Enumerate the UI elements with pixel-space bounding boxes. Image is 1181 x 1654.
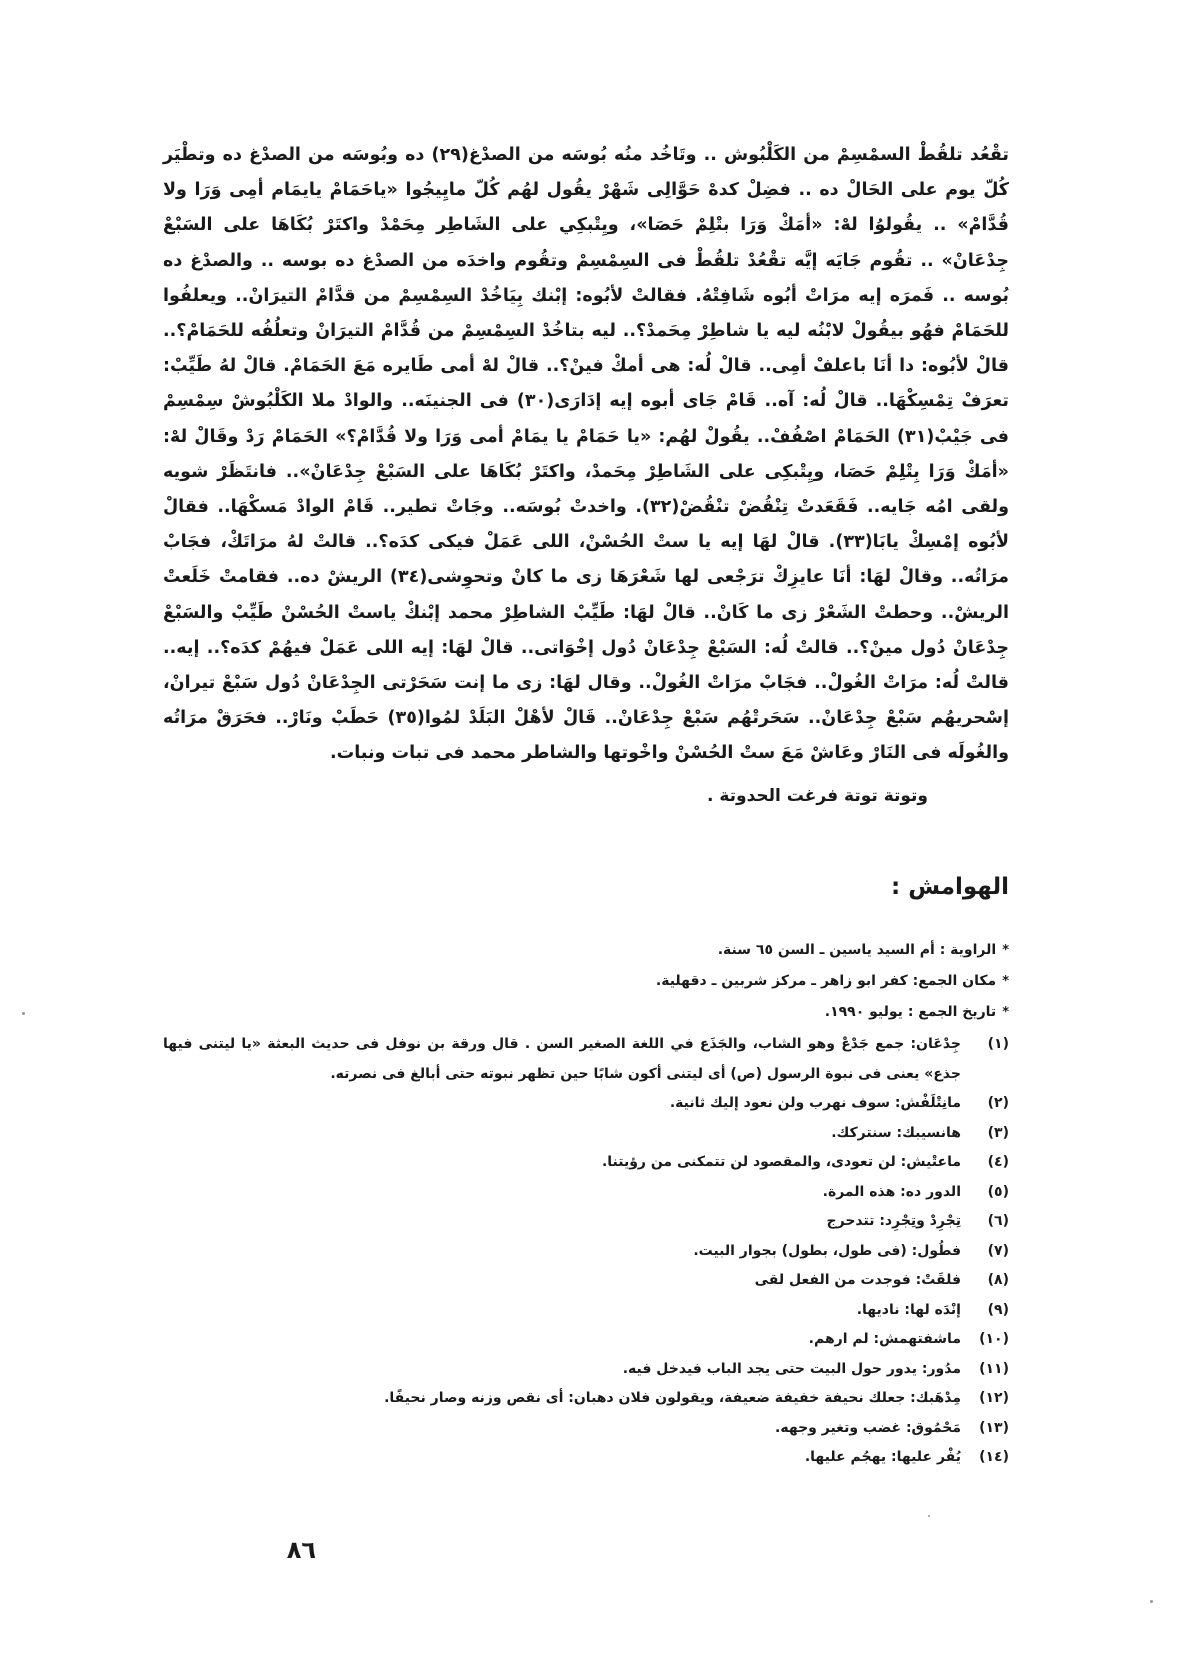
footnote-text: هانسيبك: سنتركك. xyxy=(831,1124,961,1141)
footnotes-heading: الهوامش : xyxy=(891,874,1009,900)
collection-info xyxy=(209,935,1009,1028)
footnote-number: (٣) xyxy=(987,1124,1009,1141)
page-number: ٨٦ xyxy=(286,1536,316,1564)
footnote-item xyxy=(163,1355,1009,1385)
footnote-text: مَحْمُوق: غضب وتغير وجهه. xyxy=(775,1419,961,1436)
footnote-number: (١٢) xyxy=(979,1390,1009,1406)
meta-line-text: الراوية : أم السيد ياسين ـ السن ٦٥ سنة. xyxy=(717,942,997,958)
footnote-number: (١٠) xyxy=(979,1331,1009,1347)
story-paragraph: تقْعُد تلقُطْ السمْسِمْ من الكَلْبُوش .. وتَاخُد منُه بُوسَه من الصدْغ(٢٩) ده وبُوسَه من الصدْغ ده وتطْيَر كُلّ يوم على الحَالْ ده .. فضِلْ كدهْ حَوَّالِى شَهْرْ يقُول لهُم كُلّ مايِيجُوا «ياحَمَامْ يايمَام أمِى وَرَا ولا قُدَّامْ» .. يقُولوُا لهْ: «أمَكْ وَرَا بتْلِمْ حَصَا»، ويِتْبكِي على الشَاطِر مِحَمْدْ واكتَرْ بُكَاهَا على السَبْعْ جِدْعَانْ» .. تقُوم جَايَه إيَّه تقْعُدْ تلقُطْ فى السِمْسِمْ وتقُوم واخدَه من الصدْغ ده بوسه .. والصدْغ ده بُوسه .. فَمرَه إيه مرَاتْ أبُوه شَافِتْهُ. فقالتْ لأبُوه: إبْنك بِيَاخُدْ السِمْسِمْ من قدَّامْ التيرَانْ.. ويعلفُوا للحَمَامْ فهُو بيقُولْ لابْنُه ليه يا شاطِرْ مِحَمدْ؟.. ليه بتاخُدْ السِمْسِمْ من قُدَّامْ التيرَانْ وتعلُفُه للحَمَامْ؟.. قالْ لأبُوه: دا أنَا باعلفْ أمِى.. قالْ لُه: هى أمكْ فينْ؟.. قالْ لهْ أمى طَايره مَعَ الحَمَامْ. قالْ لهُ طَيِّبْ: تعرَفْ تِمْسِكْهَا.. قالْ لُه: آه.. قَامْ جَاى أبوه إيه إدَارَى(٣٠) فى الجنينَه.. والوادْ ملا الكَلْبُوشْ سِمْسِمْ فى جَيْبْ(٣١) الحَمَامْ اصْفُفْ.. يقُولْ لهُم: «يا حَمَامْ يا يمَامْ أمى وَرَا ولا قُدَّامْ؟» الحَمَامْ رَدْ وقَالْ لهْ: «أمَكْ وَرَا بِتْلِمْ حَصَا، ويِتْبكِى على الشَاطِرْ مِحَمدْ، واكتَرْ بُكَاهَا على السَبْعْ جِدْعَانْ».. فانتَظَرْ شويه ولقى امُه جَايه.. فَقَعَدتْ تِنْقُضْ تنْقُضْ(٣٢). واخدتْ بُوسَه.. وجَاتْ تطير.. قَامْ الوادْ مَسكْهَا.. فقالْ لأبُوه إمْسِكْ يابَا(٣٣). قالْ لهَا إيه يا ستْ الحُسْنْ، اللى عَمَلْ فيكى كدَه؟.. قالتْ لهُ مرَاتَكْ، فجَابْ مرَاتُه.. وقالْ لهَا: أنَا عايزِكْ ترَجْعى لها شَعْرَهَا زى ما كانْ وتحوِشى(٣٤) الريشْ ده.. فقامتْ خَلَعتْ الريشْ.. وحطتْ الشَعْرْ زى ما كَانْ.. قالْ لهَا: طَيِّبْ الشاطِرْ محمد إبْنكْ ياستْ الحُسْنْ طَيِّبْ والسَبْعْ جِدْعَانْ دُول مينْ؟.. قالتْ لُه: السَبْعْ جِدْعَانْ دُول إخْوَاتى.. قالْ لهَا: إيه اللى عَمَلْ فيهُمْ كدَه؟.. إيه.. قالتْ لُه: مرَاتْ الغُولْ.. فجَابْ مرَاتْ الغُولْ.. وقال لهَا: زى ما إنت سَحَرْتى الجِدْعَانْ دُول سَبْعْ تيرانْ، إسْحريهُم سَبْعْ جِدْعَانْ.. سَحَرتْهُم سَبْعْ جِدْعَانْ.. قَالْ لأهْلْ البَلَدْ لمُوا(٣٥) حَطَبْ ونَارْ.. فحَرَقْ مرَاتُه والغُولَه فى النَارْ وعَاشْ مَعَ ستْ الحُسْنْ واخْوتها والشاطر محمد فى تبات ونبات. xyxy=(163,145,1010,764)
asterisk-icon: * xyxy=(1002,1005,1009,1020)
meta-line-date xyxy=(209,997,1009,1028)
footnote-number: (١) xyxy=(987,1036,1009,1052)
footnote-item xyxy=(163,1207,1009,1237)
footnote-text: جِدْعَان: جمع جَدْعْ وهو الشاب، والجَذَع في اللغة الصغير السن . قال ورقة بن نوفل فى حديث البعثة «يا ليتنى فيها جذع» يعنى فى نبوة الرسول (ص) أى ليتنى أكون شابًا حين تظهر نبوته حتى أبالغ فى نصرته. xyxy=(163,1036,961,1082)
footnote-item xyxy=(163,1030,1009,1089)
asterisk-icon: * xyxy=(1002,943,1009,958)
scan-speck xyxy=(928,1515,930,1517)
footnote-number: (٩) xyxy=(987,1301,1009,1318)
footnote-text: ماعتْيش: لن تعودى، والمقصود لن تتمكنى من رؤيتنا. xyxy=(601,1154,961,1170)
footnote-text: الدور ده: هذه المرة. xyxy=(822,1183,961,1200)
meta-line-text: تاريخ الجمع : يوليو ١٩٩٠. xyxy=(824,1004,997,1020)
footnote-item xyxy=(163,1443,1009,1473)
footnote-number: (٥) xyxy=(987,1183,1009,1200)
scan-speck xyxy=(1150,1600,1153,1603)
footnote-text: إنْدَه لها: ناديها. xyxy=(856,1301,961,1318)
footnote-text: تِجْرِدْ وتِجْرِد: تتدحرج xyxy=(826,1213,961,1229)
footnote-item xyxy=(163,1148,1009,1178)
footnote-item xyxy=(163,1325,1009,1355)
footnote-text: ماشفتهمش: لم ارهم. xyxy=(808,1331,961,1347)
footnote-text: يُفْر عليها: يهجُم عليها. xyxy=(804,1449,961,1465)
footnote-text: فطُول: (فى طول، بطول) بجوار البيت. xyxy=(693,1242,961,1259)
footnote-item xyxy=(163,1119,1009,1149)
footnote-item xyxy=(163,1089,1009,1119)
footnote-number: (١٤) xyxy=(979,1449,1009,1465)
footnote-number: (٨) xyxy=(987,1272,1009,1288)
scan-speck xyxy=(22,1012,25,1015)
footnote-item xyxy=(163,1384,1009,1414)
footnote-number: (٦) xyxy=(987,1213,1009,1229)
closing-line: وتوتة توتة فرغت الحدوتة . xyxy=(706,786,928,806)
footnote-item xyxy=(163,1237,1009,1267)
meta-line-text: مكان الجمع: كفر ابو زاهر ـ مركز شربين ـ دقهلية. xyxy=(655,973,997,989)
footnote-number: (١٣) xyxy=(979,1419,1009,1436)
footnotes-list xyxy=(163,1030,1009,1473)
footnote-item xyxy=(163,1414,1009,1444)
footnote-text: مانِتْلَفْش: سوف نهرب ولن نعود إليك ثانية. xyxy=(669,1095,961,1111)
footnote-item xyxy=(163,1178,1009,1208)
footnote-number: (٤) xyxy=(987,1154,1009,1170)
footnote-number: (١١) xyxy=(979,1360,1009,1377)
footnote-text: مِدْهَبك: جعلك نحيفة خفيفة ضعيفة، ويقولون فلان دهبان: أى نقص وزنه وصار نحيفًا. xyxy=(384,1390,961,1406)
footnote-item xyxy=(163,1266,1009,1296)
footnote-text: فلقَتْ: فوجدت من الفعل لقى xyxy=(754,1272,961,1288)
footnote-number: (٢) xyxy=(987,1095,1009,1111)
footnote-item xyxy=(163,1296,1009,1326)
story-text xyxy=(163,138,1009,772)
footnote-text: مدُور: يدور حول البيت حتى يجد الباب فيدخل فيه. xyxy=(622,1360,961,1377)
meta-line-narrator xyxy=(209,935,1009,966)
asterisk-icon: * xyxy=(1002,974,1009,989)
meta-line-place xyxy=(209,966,1009,997)
footnote-number: (٧) xyxy=(987,1242,1009,1259)
